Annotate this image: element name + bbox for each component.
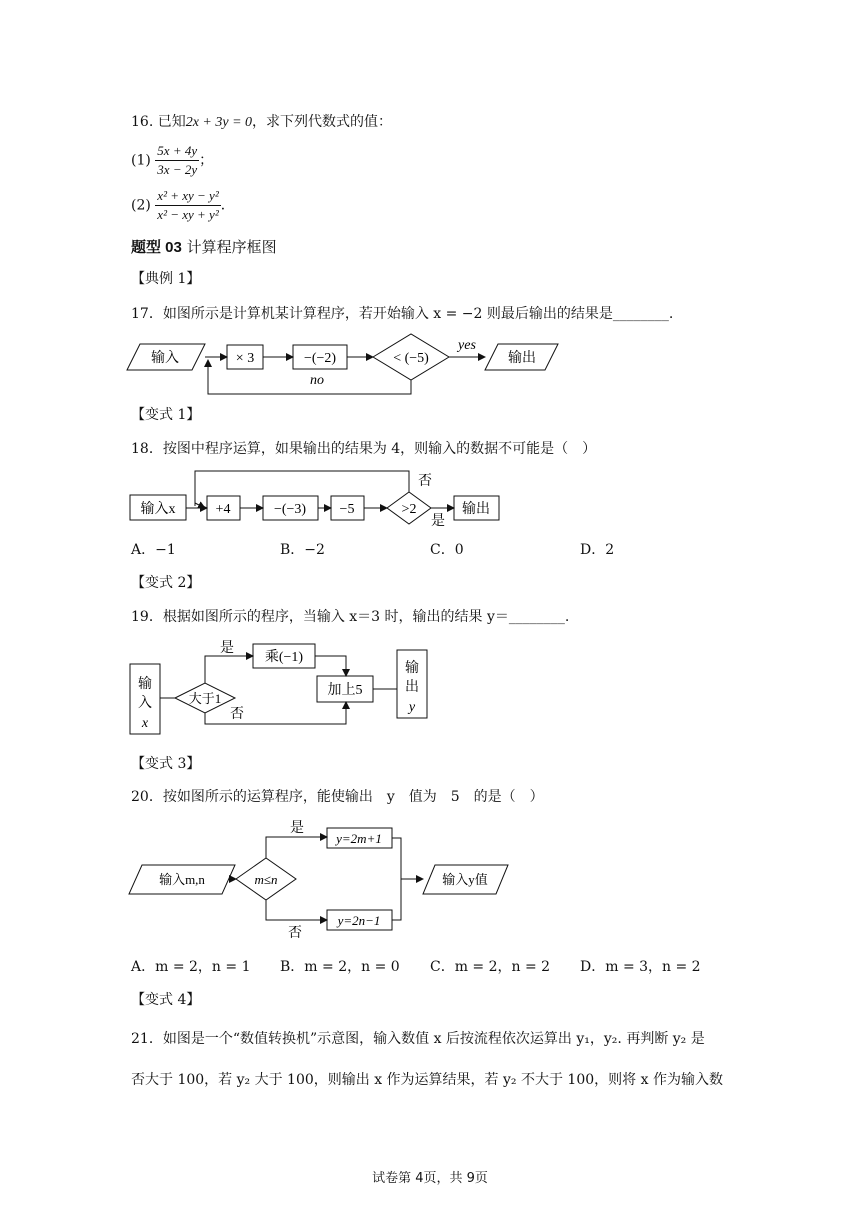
example-1-label: 【典例 1】 bbox=[131, 271, 201, 287]
q16-part1-numerator: 5x + 4y bbox=[155, 142, 199, 161]
q19-yes-label: 是 bbox=[220, 641, 234, 656]
q16-stem bbox=[131, 113, 392, 132]
q16-part1-end: ； bbox=[199, 152, 214, 169]
q16-suffix: ，求下列代数式的值： bbox=[252, 114, 393, 130]
q19-op2-label: 加上5 bbox=[327, 683, 363, 698]
variant-1-label: 【变式 1】 bbox=[131, 407, 201, 423]
q17-output-label: 输出 bbox=[508, 351, 536, 366]
q19-condition-label: 大于1 bbox=[188, 691, 222, 706]
q18-flowchart bbox=[125, 465, 505, 527]
q19-output-l1: 输 bbox=[405, 661, 419, 676]
q16-number: 16. bbox=[131, 114, 154, 130]
q17-op1-label: × 3 bbox=[235, 351, 255, 366]
q17-condition-label: < (−5) bbox=[393, 351, 429, 366]
q18-no-label: 否 bbox=[418, 474, 432, 489]
q16-part2-label: (2) bbox=[131, 197, 151, 214]
variant-4-label: 【变式 4】 bbox=[131, 992, 201, 1008]
q20-option-c: C．m = 2，n = 2 bbox=[430, 959, 551, 975]
q16-part2-numerator: x² + xy − y² bbox=[155, 187, 220, 206]
q18-yes-label: 是 bbox=[431, 514, 445, 527]
q20-condition-label: m≤n bbox=[254, 872, 278, 887]
q19-op1-label: 乘(−1) bbox=[264, 650, 304, 665]
q19-input-l2: 入 bbox=[138, 696, 152, 711]
q19-output-l3: y bbox=[408, 700, 416, 715]
q20-flowchart bbox=[125, 815, 515, 947]
q18-input-label: 输入x bbox=[140, 502, 176, 517]
variant-3-label: 【变式 3】 bbox=[131, 756, 201, 772]
q19-input-l3: x bbox=[141, 716, 149, 731]
q16-part1-denominator: 3x − 2y bbox=[157, 162, 198, 177]
q20-option-a: A．m = 2，n = 1 bbox=[131, 959, 251, 975]
q18-option-a: A．−1 bbox=[131, 542, 176, 558]
q18-op1-label: +4 bbox=[215, 502, 231, 517]
section-label: 题型 03 bbox=[131, 239, 182, 256]
q17-yes-label: yes bbox=[458, 338, 476, 353]
page-footer: 试卷第 4页，共 9页 bbox=[372, 1171, 488, 1186]
q16-equation: 2x + 3y = 0 bbox=[185, 115, 253, 130]
q20-stem: 20．按如图所示的运算程序，能使输出 y 值为 5 的是（ ） bbox=[131, 789, 544, 805]
q16-part2 bbox=[131, 187, 235, 224]
q18-option-b: B．−2 bbox=[280, 542, 325, 558]
section-title: 计算程序框图 bbox=[186, 238, 277, 256]
q18-option-c: C．0 bbox=[430, 542, 464, 558]
q20-op2-label: y=2n−1 bbox=[337, 913, 381, 928]
q20-option-b: B．m = 2，n = 0 bbox=[280, 959, 400, 975]
variant-2-label: 【变式 2】 bbox=[131, 575, 201, 591]
q20-output-label: 输入y值 bbox=[442, 872, 488, 887]
q19-no-label: 否 bbox=[230, 707, 244, 722]
q19-output-l2: 出 bbox=[405, 680, 419, 695]
q19-flowchart bbox=[125, 636, 435, 736]
q18-option-d: D．2 bbox=[580, 542, 615, 558]
q20-option-d: D．m = 3，n = 2 bbox=[580, 959, 701, 975]
q18-condition-label: >2 bbox=[401, 502, 417, 517]
q16-part2-denominator: x² − xy + y² bbox=[157, 207, 219, 222]
q18-op2-label: −(−3) bbox=[273, 502, 307, 517]
section-header bbox=[131, 236, 277, 257]
q17-stem: 17．如图所示是计算机某计算程序，若开始输入 x = −2 则最后输出的结果是________. bbox=[131, 306, 674, 322]
q16-prefix: 已知 bbox=[157, 114, 186, 130]
q16-part1-fraction bbox=[155, 142, 199, 179]
q20-no-label: 否 bbox=[288, 926, 302, 941]
q20-op1-label: y=2m+1 bbox=[336, 831, 382, 846]
q16-part1-label: (1) bbox=[131, 152, 151, 169]
q21-line-2: 否大于 100，若 y₂ 大于 100，则输出 x 作为运算结果，若 y₂ 不大于 100，则将 x 作为输入数 bbox=[131, 1072, 723, 1088]
q17-input-label: 输入 bbox=[151, 351, 179, 366]
q20-yes-label: 是 bbox=[290, 821, 304, 836]
q17-flowchart bbox=[125, 332, 565, 398]
q18-op3-label: −5 bbox=[339, 502, 355, 517]
q16-part2-fraction bbox=[155, 187, 220, 224]
q19-stem: 19．根据如图所示的程序，当输入 x＝3 时，输出的结果 y＝________. bbox=[131, 609, 570, 625]
q20-input-label: 输入m,n bbox=[159, 872, 205, 887]
q18-output-label: 输出 bbox=[462, 502, 490, 517]
q21-line-1: 21．如图是一个“数值转换机”示意图，输入数值 x 后按流程依次运算出 y₁，y₂. 再判断 y₂ 是 bbox=[131, 1031, 705, 1047]
q16-part1 bbox=[131, 142, 213, 179]
q18-stem: 18．按图中程序运算，如果输出的结果为 4，则输入的数据不可能是（ ） bbox=[131, 441, 597, 457]
q19-input-l1: 输 bbox=[138, 677, 152, 692]
q17-no-label: no bbox=[310, 373, 324, 388]
q16-part2-end: ． bbox=[220, 197, 235, 214]
q17-op2-label: −(−2) bbox=[303, 351, 337, 366]
